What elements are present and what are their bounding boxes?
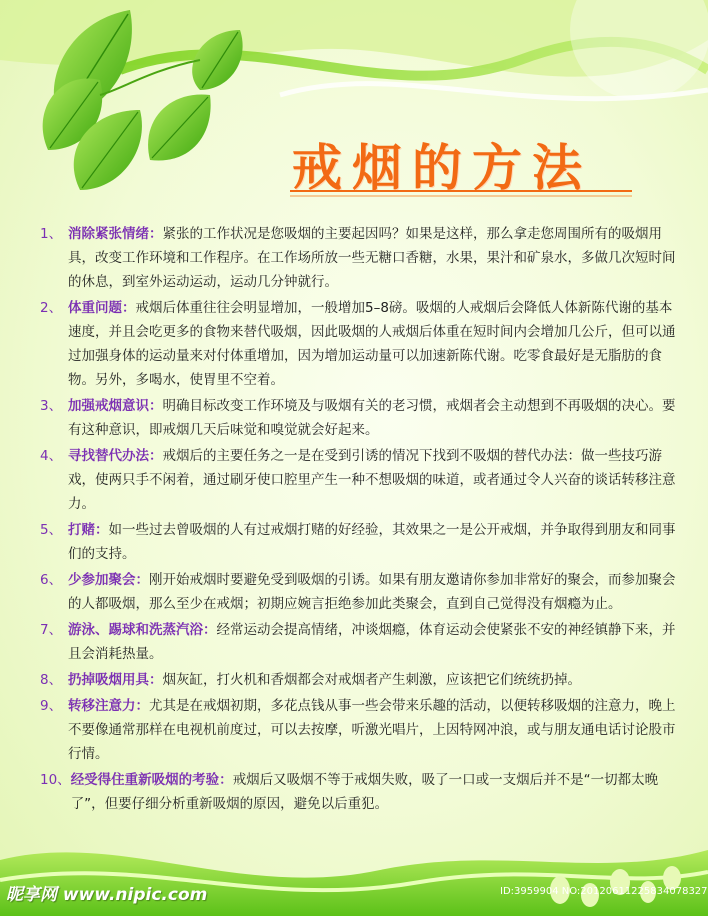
item-number: 7、 — [40, 622, 63, 638]
item-term: 打赌： — [68, 522, 109, 538]
list-item — [40, 444, 678, 516]
item-text: 如一些过去曾吸烟的人有过戒烟打赌的好经验，其效果之一是公开戒烟，并争取得到朋友和同事们的支持。 — [68, 522, 676, 562]
item-text: 戒烟后体重往往会明显增加，一般增加5–8磅。吸烟的人戒烟后会降低人体新陈代谢的基本速度，并且会吃更多的食物来替代吸烟，因此吸烟的人戒烟后体重在短时间内会增加几公斤，但可以通过加强身体的运动量来对付体重增加，因为增加运动量可以加速新陈代谢。吃零食最好是无脂肪的食物。另外，多喝水，使胃里不空着。 — [68, 300, 676, 388]
item-term: 体重问题： — [68, 300, 136, 316]
item-number: 1、 — [40, 226, 63, 242]
item-term: 扔掉吸烟用具： — [68, 672, 163, 688]
item-text: 尤其是在戒烟初期，多花点钱从事一些会带来乐趣的活动，以便转移吸烟的注意力，晚上不要像通常那样在电视机前度过，可以去按摩，听激光唱片，上因特网冲浪，或与朋友通电话讨论股市行情。 — [68, 698, 676, 762]
title-underline — [290, 188, 632, 200]
list-item — [40, 768, 678, 816]
item-number: 8、 — [40, 672, 63, 688]
item-term: 消除紧张情绪： — [68, 226, 163, 242]
item-text: 戒烟后的主要任务之一是在受到引诱的情况下找到不吸烟的替代办法：做一些技巧游戏，使两只手不闲着，通过刷牙使口腔里产生一种不想吸烟的味道，或者通过令人兴奋的谈话转移注意力。 — [68, 448, 676, 512]
page-title: 戒烟的方法 — [292, 138, 592, 197]
item-number: 10、 — [40, 772, 71, 788]
watermark-id: ID:3959904 NO:20120611225834078327 — [500, 886, 708, 897]
item-text: 经常运动会提高情绪，冲谈烟瘾，体育运动会使紧张不安的神经镇静下来，并且会消耗热量。 — [68, 622, 676, 662]
list-item — [40, 568, 678, 616]
item-text: 烟灰缸，打火机和香烟都会对戒烟者产生刺激，应该把它们统统扔掉。 — [162, 672, 581, 688]
list-item — [40, 222, 678, 294]
item-term: 加强戒烟意识： — [68, 398, 163, 414]
item-number: 9、 — [40, 698, 63, 714]
item-number: 3、 — [40, 398, 63, 414]
list-item — [40, 394, 678, 442]
item-number: 4、 — [40, 448, 63, 464]
item-text: 刚开始戒烟时要避免受到吸烟的引诱。如果有朋友邀请你参加非常好的聚会，而参加聚会的人都吸烟，那么至少在戒烟；初期应婉言拒绝参加此类聚会，直到自己觉得没有烟瘾为止。 — [68, 572, 676, 612]
method-list — [40, 222, 678, 818]
list-item — [40, 618, 678, 666]
item-term: 游泳、踢球和洗蒸汽浴： — [68, 622, 217, 638]
item-term: 少参加聚会： — [68, 572, 149, 588]
item-term: 转移注意力： — [68, 698, 149, 714]
item-number: 5、 — [40, 522, 63, 538]
list-item — [40, 296, 678, 392]
light-circle — [570, 0, 708, 100]
item-term: 经受得住重新吸烟的考验： — [70, 772, 233, 788]
item-number: 6、 — [40, 572, 63, 588]
list-item — [40, 694, 678, 766]
list-item — [40, 518, 678, 566]
item-text: 紧张的工作状况是您吸烟的主要起因吗？如果是这样，那么拿走您周围所有的吸烟用具，改变工作环境和工作程序。在工作场所放一些无糖口香糖，水果，果汁和矿泉水，多做几次短时间的休息，到室外运动运动，运动几分钟就行。 — [68, 226, 676, 290]
item-text: 戒烟后又吸烟不等于戒烟失败，吸了一口或一支烟后并不是“一切都太晚了”，但要仔细分析重新吸烟的原因，避免以后重犯。 — [70, 772, 659, 812]
item-number: 2、 — [40, 300, 63, 316]
item-term: 寻找替代办法： — [68, 448, 163, 464]
watermark-site: 昵享网 www.nipic.com — [6, 885, 208, 905]
list-item — [40, 668, 678, 692]
item-text: 明确目标改变工作环境及与吸烟有关的老习惯，戒烟者会主动想到不再吸烟的决心。要有这种意识，即戒烟几天后味觉和嗅觉就会好起来。 — [68, 398, 676, 438]
